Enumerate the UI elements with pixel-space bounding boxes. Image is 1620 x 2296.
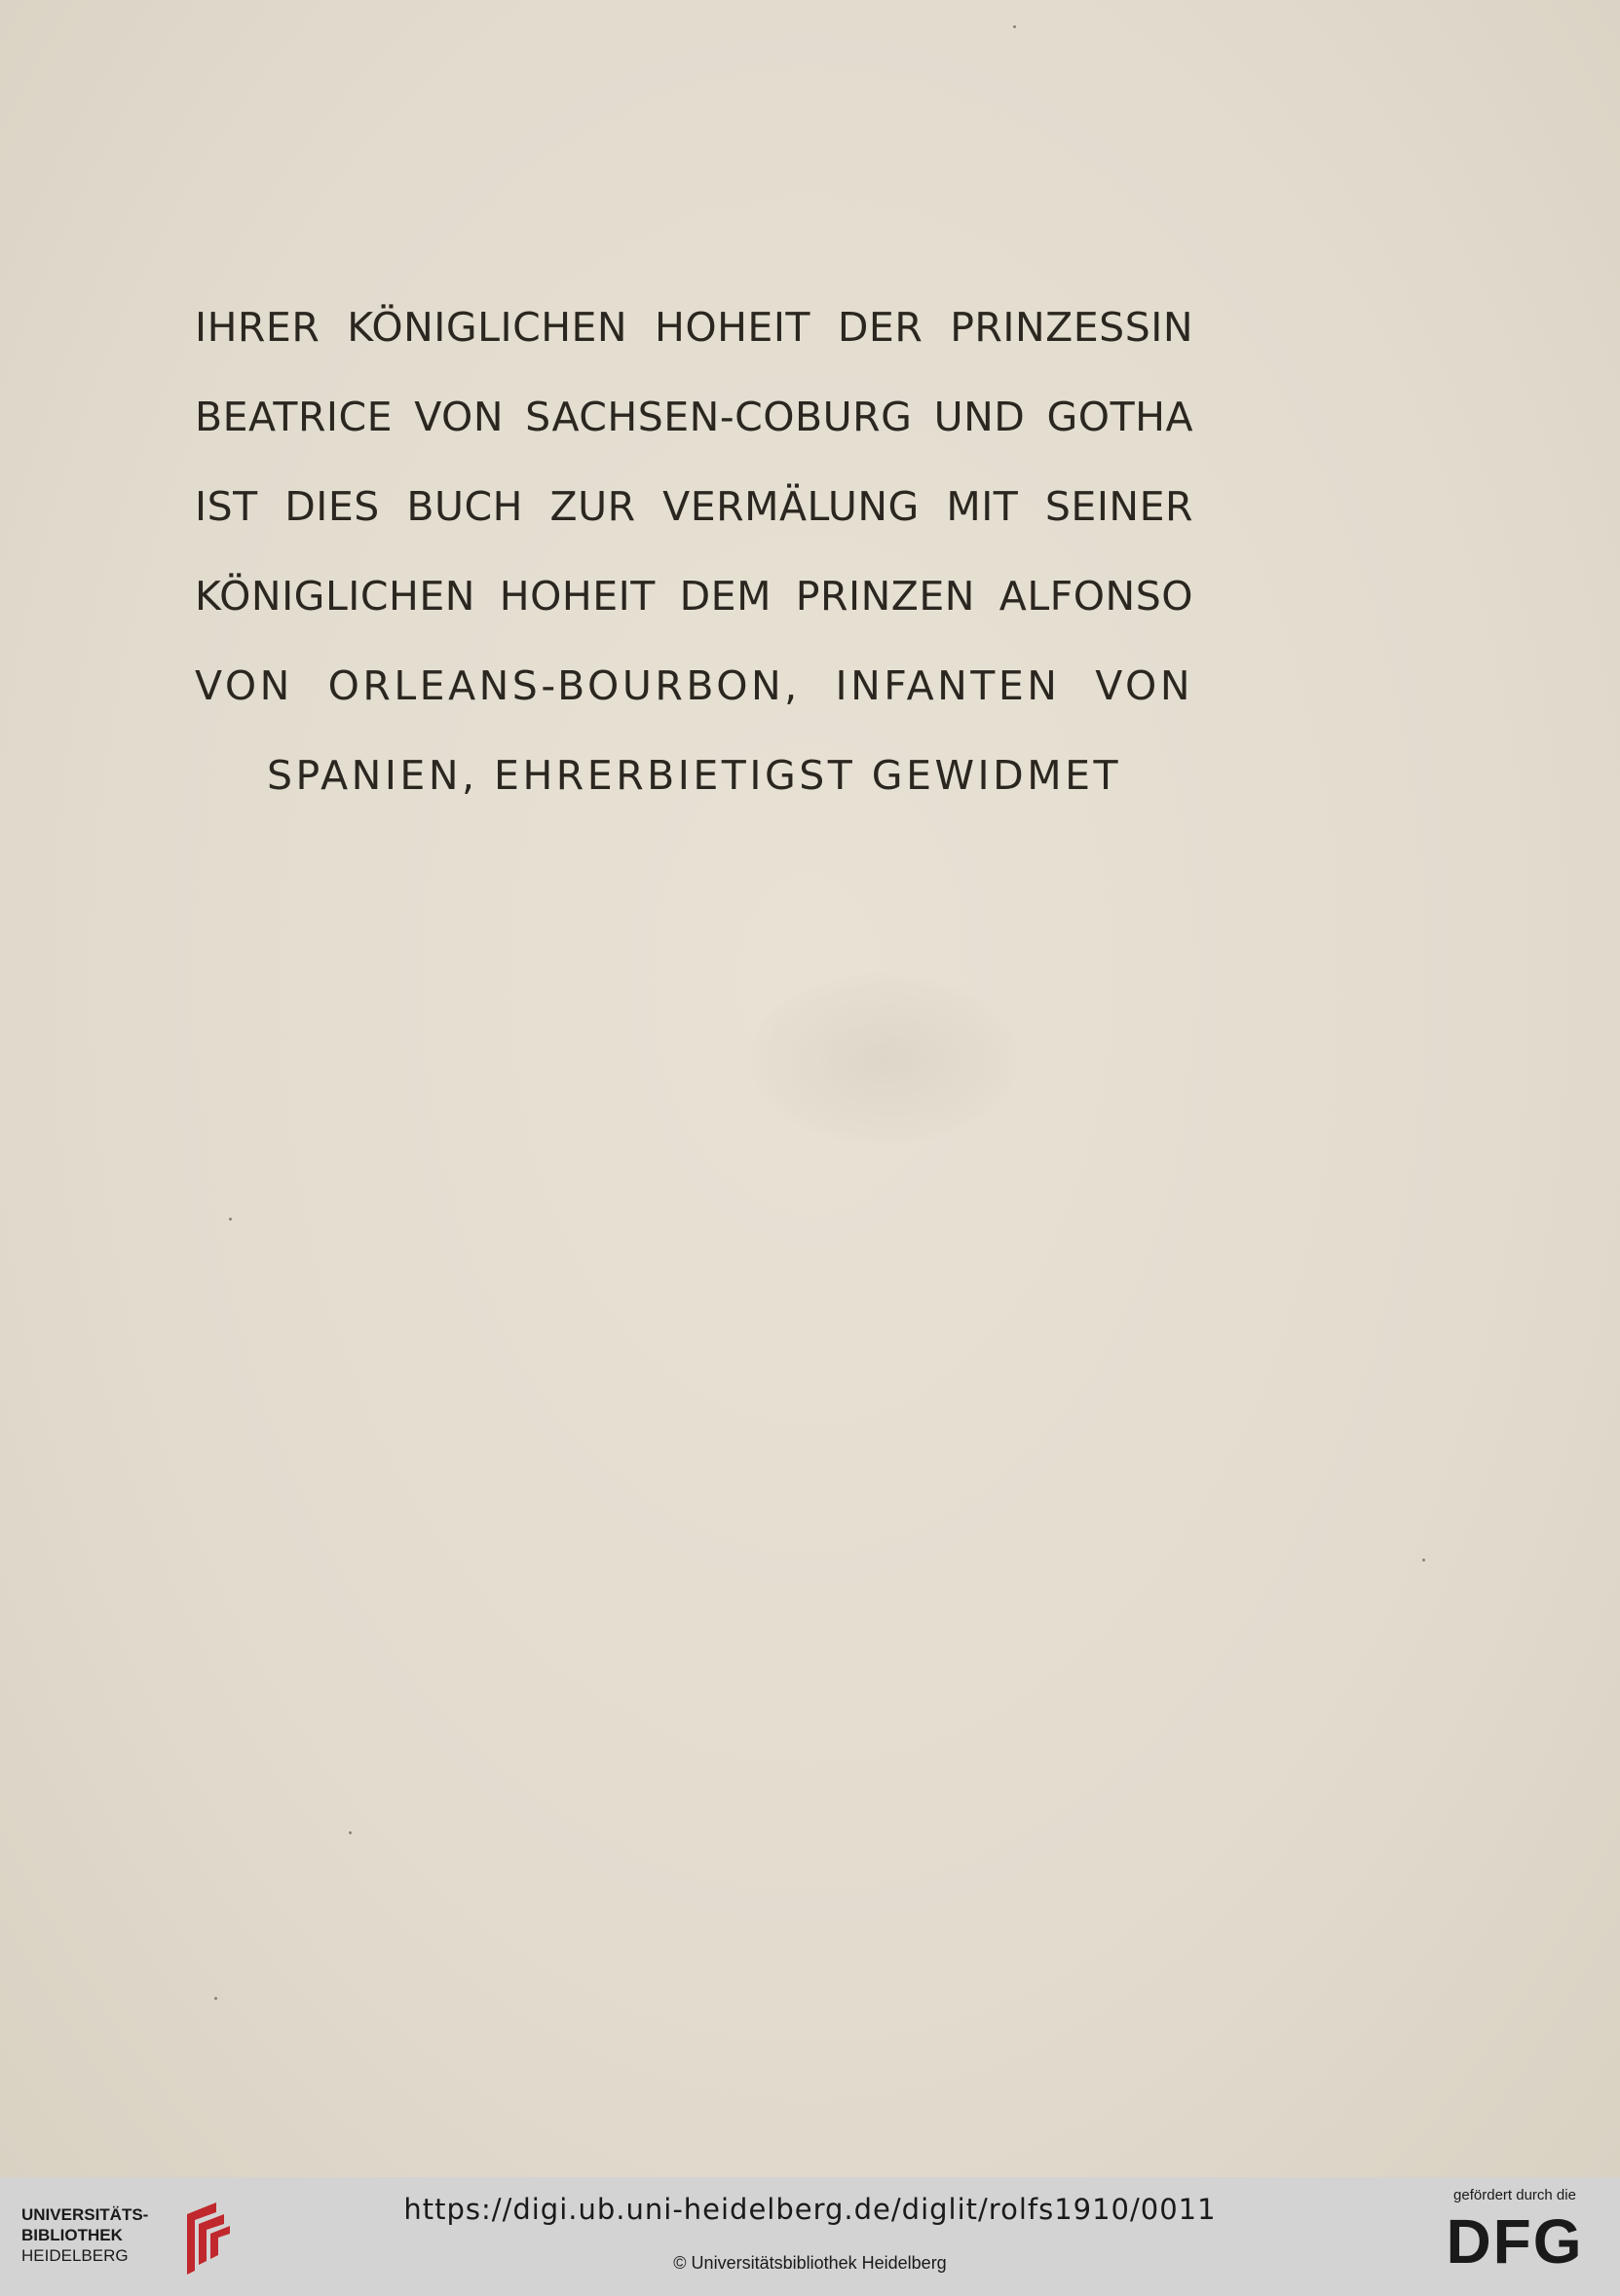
copyright-notice: © Universitätsbibliothek Heidelberg: [673, 2253, 947, 2273]
footer-bar: [0, 2177, 1620, 2296]
paper-speck: [349, 1831, 352, 1834]
funder-block[interactable]: [1432, 2187, 1598, 2289]
dedication-line-3: IST DIES BUCH ZUR VERMÄLUNG MIT SEINER: [195, 483, 1193, 530]
dedication-line-2: BEATRICE VON SACHSEN-COBURG UND GOTHA: [195, 394, 1193, 440]
funding-caption: gefördert durch die: [1453, 2187, 1576, 2203]
library-name-line2: BIBLIOTHEK: [21, 2226, 123, 2244]
paper-speck: [214, 1997, 217, 2000]
document-url-link[interactable]: https://digi.ub.uni-heidelberg.de/diglit/rolfs1910/0011: [403, 2193, 1217, 2226]
paper-speck: [229, 1218, 232, 1221]
paper-speck: [1422, 1559, 1425, 1562]
dfg-logo: DFG: [1446, 2206, 1584, 2277]
dedication-line-4: KÖNIGLICHEN HOHEIT DEM PRINZEN ALFONSO: [195, 573, 1193, 620]
paper-speck: [1013, 25, 1016, 28]
dedication-line-6: SPANIEN, EHRERBIETIGST GEWIDMET: [266, 752, 1122, 799]
dedication-text: [195, 282, 1193, 820]
faded-library-stamp: [750, 974, 1018, 1145]
dedication-line-1: IHRER KÖNIGLICHEN HOHEIT DER PRINZESSIN: [195, 304, 1193, 351]
library-name-line3: HEIDELBERG: [21, 2246, 129, 2265]
dedication-line-5: VON ORLEANS-BOURBON, INFANTEN VON: [195, 662, 1193, 709]
library-name-line1: UNIVERSITÄTS-: [21, 2205, 149, 2224]
